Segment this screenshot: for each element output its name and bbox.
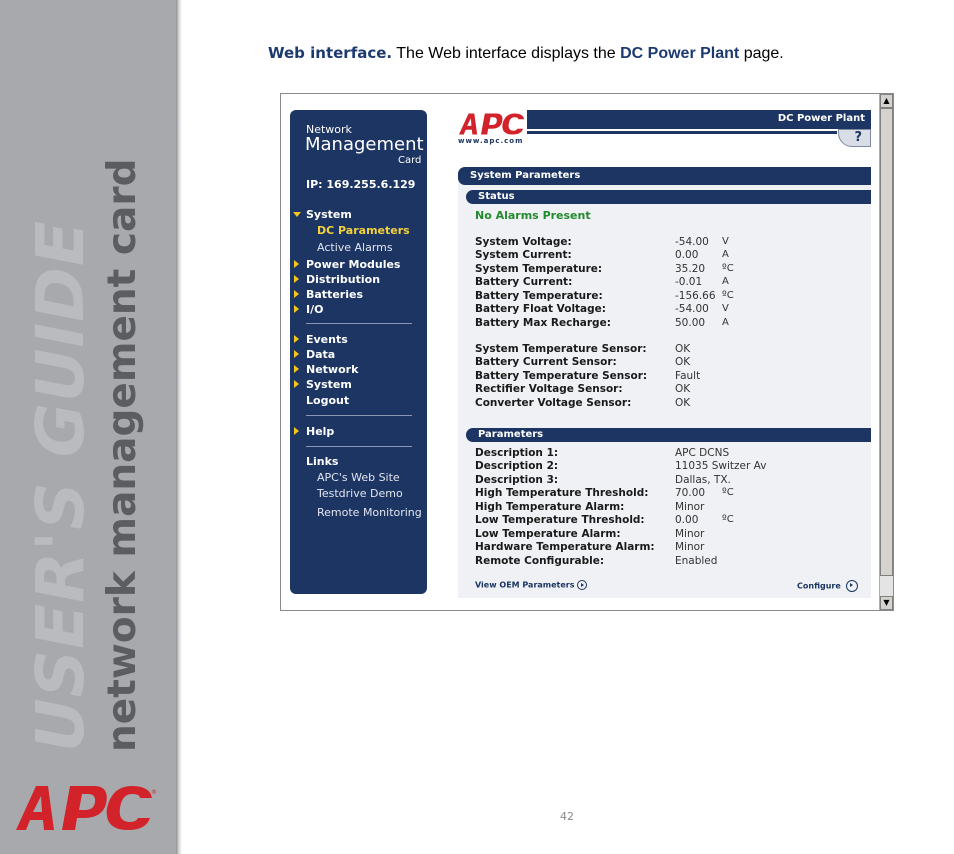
nav-brand-line3: Card <box>398 155 422 166</box>
help-icon: ? <box>854 130 862 145</box>
sensor-value: OK <box>675 356 691 368</box>
measurement-unit: V <box>722 303 729 314</box>
scroll-up-arrow-icon[interactable]: ▲ <box>880 94 893 108</box>
nav-data[interactable]: Data <box>306 348 336 361</box>
measurement-value: -156.66 <box>675 290 716 302</box>
sensor-value: OK <box>675 397 691 409</box>
configure-button[interactable] <box>797 580 858 592</box>
parameter-value: APC DCNS <box>675 447 730 459</box>
parameter-value: Dallas, TX. <box>675 474 731 486</box>
measurement-label: System Voltage: <box>475 236 572 248</box>
page-title: DC Power Plant <box>777 113 865 124</box>
measurement-label: Battery Temperature: <box>475 290 603 302</box>
nav-link-remote-monitoring[interactable]: Remote Monitoring <box>317 506 422 519</box>
help-button[interactable] <box>838 129 871 147</box>
parameter-unit: ºC <box>722 514 734 525</box>
nav-io[interactable]: I/O <box>306 303 324 316</box>
parameter-value: Minor <box>675 541 705 553</box>
measurement-label: System Current: <box>475 249 572 261</box>
left-navigation <box>290 110 427 594</box>
view-oem-parameters-button[interactable] <box>475 580 587 590</box>
collapsed-arrow-icon <box>294 260 299 268</box>
measurement-label: Battery Float Voltage: <box>475 303 606 315</box>
sensor-value: OK <box>675 383 691 395</box>
apc-url: www.apc.com <box>458 137 524 145</box>
measurement-unit: A <box>722 249 729 260</box>
sensor-label: Converter Voltage Sensor: <box>475 397 632 409</box>
parameter-value: 0.00 <box>675 514 699 526</box>
measurement-value: 0.00 <box>675 249 699 261</box>
nav-events[interactable]: Events <box>306 333 348 346</box>
expand-arrow-icon <box>293 212 301 217</box>
svg-text:®: ® <box>151 789 157 796</box>
nav-divider <box>306 415 412 416</box>
parameter-value: 11035 Switzer Av <box>675 460 767 472</box>
measurement-unit: A <box>722 317 729 328</box>
sensor-value: OK <box>675 343 691 355</box>
parameter-label: Low Temperature Threshold: <box>475 514 645 526</box>
collapsed-arrow-icon <box>294 365 299 373</box>
nav-network[interactable]: Network <box>306 363 359 376</box>
parameter-label: High Temperature Threshold: <box>475 487 649 499</box>
view-oem-label: View OEM Parameters <box>475 580 575 590</box>
nav-logout[interactable]: Logout <box>306 394 350 407</box>
sensor-label: Rectifier Voltage Sensor: <box>475 383 623 395</box>
nav-power-modules[interactable]: Power Modules <box>306 258 401 271</box>
sensor-label: System Temperature Sensor: <box>475 343 647 355</box>
collapsed-arrow-icon <box>294 290 299 298</box>
intro-text-after: page. <box>739 45 784 62</box>
vertical-scrollbar[interactable] <box>879 94 893 610</box>
alarm-status: No Alarms Present <box>475 209 591 222</box>
parameter-value: Enabled <box>675 555 718 567</box>
nav-help[interactable]: Help <box>306 425 335 438</box>
collapsed-arrow-icon <box>294 305 299 313</box>
nav-brand-line2: Management <box>305 134 424 155</box>
header-bar <box>527 110 871 129</box>
parameter-label: Hardware Temperature Alarm: <box>475 541 655 553</box>
collapsed-arrow-icon <box>294 380 299 388</box>
parameters-section-header: Parameters <box>466 428 871 442</box>
scrollbar-thumb[interactable] <box>880 108 893 576</box>
measurement-unit: A <box>722 276 729 287</box>
page-number: 42 <box>560 810 574 823</box>
system-parameters-bar: System Parameters <box>458 167 871 185</box>
nav-active-alarms[interactable]: Active Alarms <box>317 241 393 254</box>
side-band-shadow <box>176 0 182 854</box>
vertical-title: USER'S GUIDE <box>22 220 99 752</box>
sensor-label: Battery Current Sensor: <box>475 356 617 368</box>
parameter-value: 70.00 <box>675 487 706 499</box>
nav-brand-line1: Network <box>306 123 352 136</box>
configure-label: Configure <box>797 581 841 591</box>
header-rule <box>527 131 837 134</box>
measurement-value: 50.00 <box>675 317 706 329</box>
measurement-label: Battery Max Recharge: <box>475 317 611 329</box>
parameter-label: Remote Configurable: <box>475 555 605 567</box>
intro-page-name: DC Power Plant <box>620 45 740 62</box>
measurement-unit: ºC <box>722 263 734 274</box>
collapsed-arrow-icon <box>294 350 299 358</box>
collapsed-arrow-icon <box>294 335 299 343</box>
nav-dc-parameters[interactable]: DC Parameters <box>317 224 410 237</box>
nav-link-apc-site[interactable]: APC's Web Site <box>317 471 400 484</box>
measurement-value: -0.01 <box>675 276 703 288</box>
browser-screenshot <box>280 93 894 611</box>
intro-lead: Web interface. <box>268 44 393 62</box>
collapsed-arrow-icon <box>294 275 299 283</box>
nav-links-heading: Links <box>306 455 339 468</box>
play-circle-icon <box>846 580 858 592</box>
nav-divider <box>306 323 412 324</box>
parameter-label: Description 3: <box>475 474 559 486</box>
nav-divider <box>306 446 412 447</box>
apc-logo <box>14 782 156 834</box>
parameter-label: Description 1: <box>475 447 559 459</box>
measurement-label: System Temperature: <box>475 263 603 275</box>
vertical-subtitle: network management card <box>100 158 145 752</box>
nav-batteries[interactable]: Batteries <box>306 288 363 301</box>
parameter-label: High Temperature Alarm: <box>475 501 625 513</box>
web-page <box>281 94 879 610</box>
parameter-value: Minor <box>675 528 705 540</box>
measurement-value: -54.00 <box>675 303 709 315</box>
nav-distribution[interactable]: Distribution <box>306 273 381 286</box>
collapsed-arrow-icon <box>294 427 299 435</box>
parameter-label: Description 2: <box>475 460 559 472</box>
intro-sentence <box>268 44 784 63</box>
parameter-label: Low Temperature Alarm: <box>475 528 621 540</box>
measurement-label: Battery Current: <box>475 276 573 288</box>
ip-address: IP: 169.255.6.129 <box>306 178 416 191</box>
nav-link-testdrive[interactable]: Testdrive Demo <box>317 487 403 500</box>
measurement-value: 35.20 <box>675 263 706 275</box>
sensor-label: Battery Temperature Sensor: <box>475 370 648 382</box>
scroll-down-arrow-icon[interactable]: ▼ <box>880 596 893 610</box>
sensor-value: Fault <box>675 370 701 382</box>
parameter-value: Minor <box>675 501 705 513</box>
status-section-header: Status <box>466 190 871 204</box>
apc-header-logo[interactable] <box>458 111 526 137</box>
measurement-unit: V <box>722 236 729 247</box>
measurement-unit: ºC <box>722 290 734 301</box>
play-circle-icon <box>577 580 587 590</box>
nav-system-admin[interactable]: System <box>306 378 352 391</box>
measurement-value: -54.00 <box>675 236 709 248</box>
intro-text-before: The Web interface displays the <box>392 45 621 62</box>
nav-system[interactable]: System <box>306 208 352 221</box>
parameter-unit: ºC <box>722 487 734 498</box>
